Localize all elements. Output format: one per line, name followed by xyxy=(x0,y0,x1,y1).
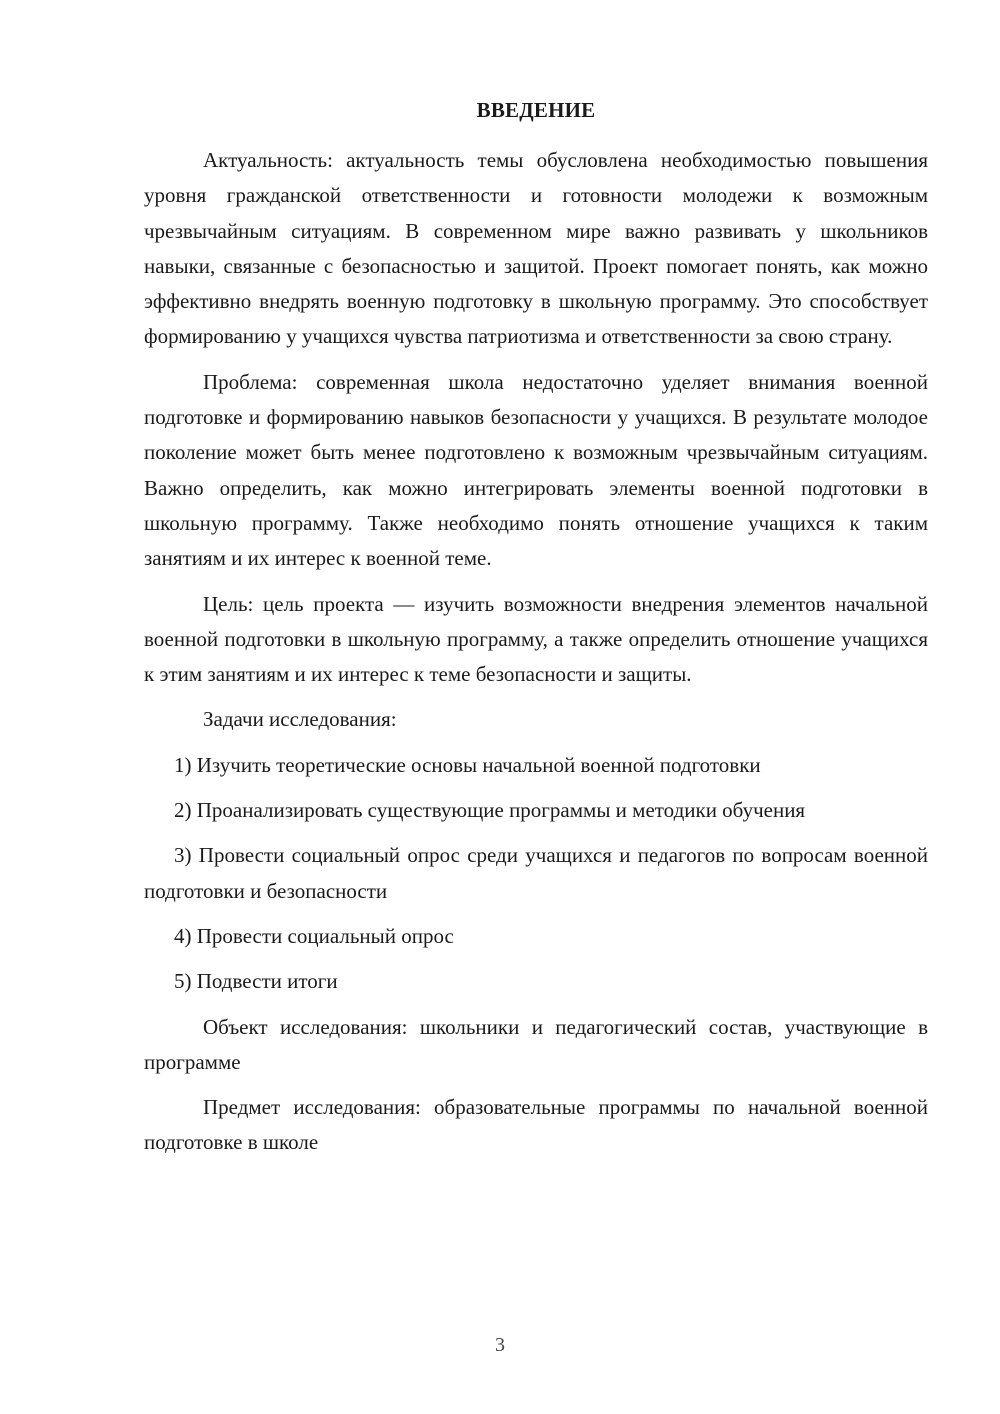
section-heading: ВВЕДЕНИЕ xyxy=(476,98,596,122)
paragraph-object: Объект исследования: школьники и педагогический состав, участвующие в программе xyxy=(144,1014,928,1074)
page-number: 3 xyxy=(495,1334,505,1356)
task-item-3: 3) Провести социальный опрос среди учащихся и педагогов по вопросам военной подготовки и безопасности xyxy=(144,843,928,903)
task-item-1: 1) Изучить теоретические основы начальной военной подготовки xyxy=(174,752,761,777)
paragraph-problem: Проблема: современная школа недостаточно уделяет внимания военной подготовке и формированию навыков безопасности у учащихся. В результате молодое поколение может быть менее подготовлено к возможным чрезвычайным ситуациям. Важно определить, как можно интегрировать элементы военной подготовки в школьную программу. Также необходимо понять отношение учащихся к таким занятиям и их интерес к военной теме. xyxy=(144,369,928,571)
task-item-2: 2) Проанализировать существующие программы и методики обучения xyxy=(174,798,806,823)
task-item-4: 4) Провести социальный опрос xyxy=(174,923,454,948)
page-content xyxy=(144,96,928,1171)
paragraph-goal: Цель: цель проекта — изучить возможности внедрения элементов начальной военной подготовки в школьную программу, а также определить отношение учащихся к этим занятиям и их интерес к теме безопасности и защиты. xyxy=(144,591,928,687)
paragraph-relevance: Актуальность: актуальность темы обусловлена необходимостью повышения уровня гражданской ответственности и готовности молодежи к возможным чрезвычайным ситуациям. В современном мире важно развивать у школьников навыки, связанные с безопасностью и защитой. Проект помогает понять, как можно эффективно внедрять военную подготовку в школьную программу. Это способствует формированию у учащихся чувства патриотизма и ответственности за свою страну. xyxy=(144,148,928,349)
paragraph-subject: Предмет исследования: образовательные программы по начальной военной подготовке в школе xyxy=(144,1095,928,1155)
tasks-label: Задачи исследования: xyxy=(203,707,397,732)
task-item-5: 5) Подвести итоги xyxy=(174,969,338,994)
